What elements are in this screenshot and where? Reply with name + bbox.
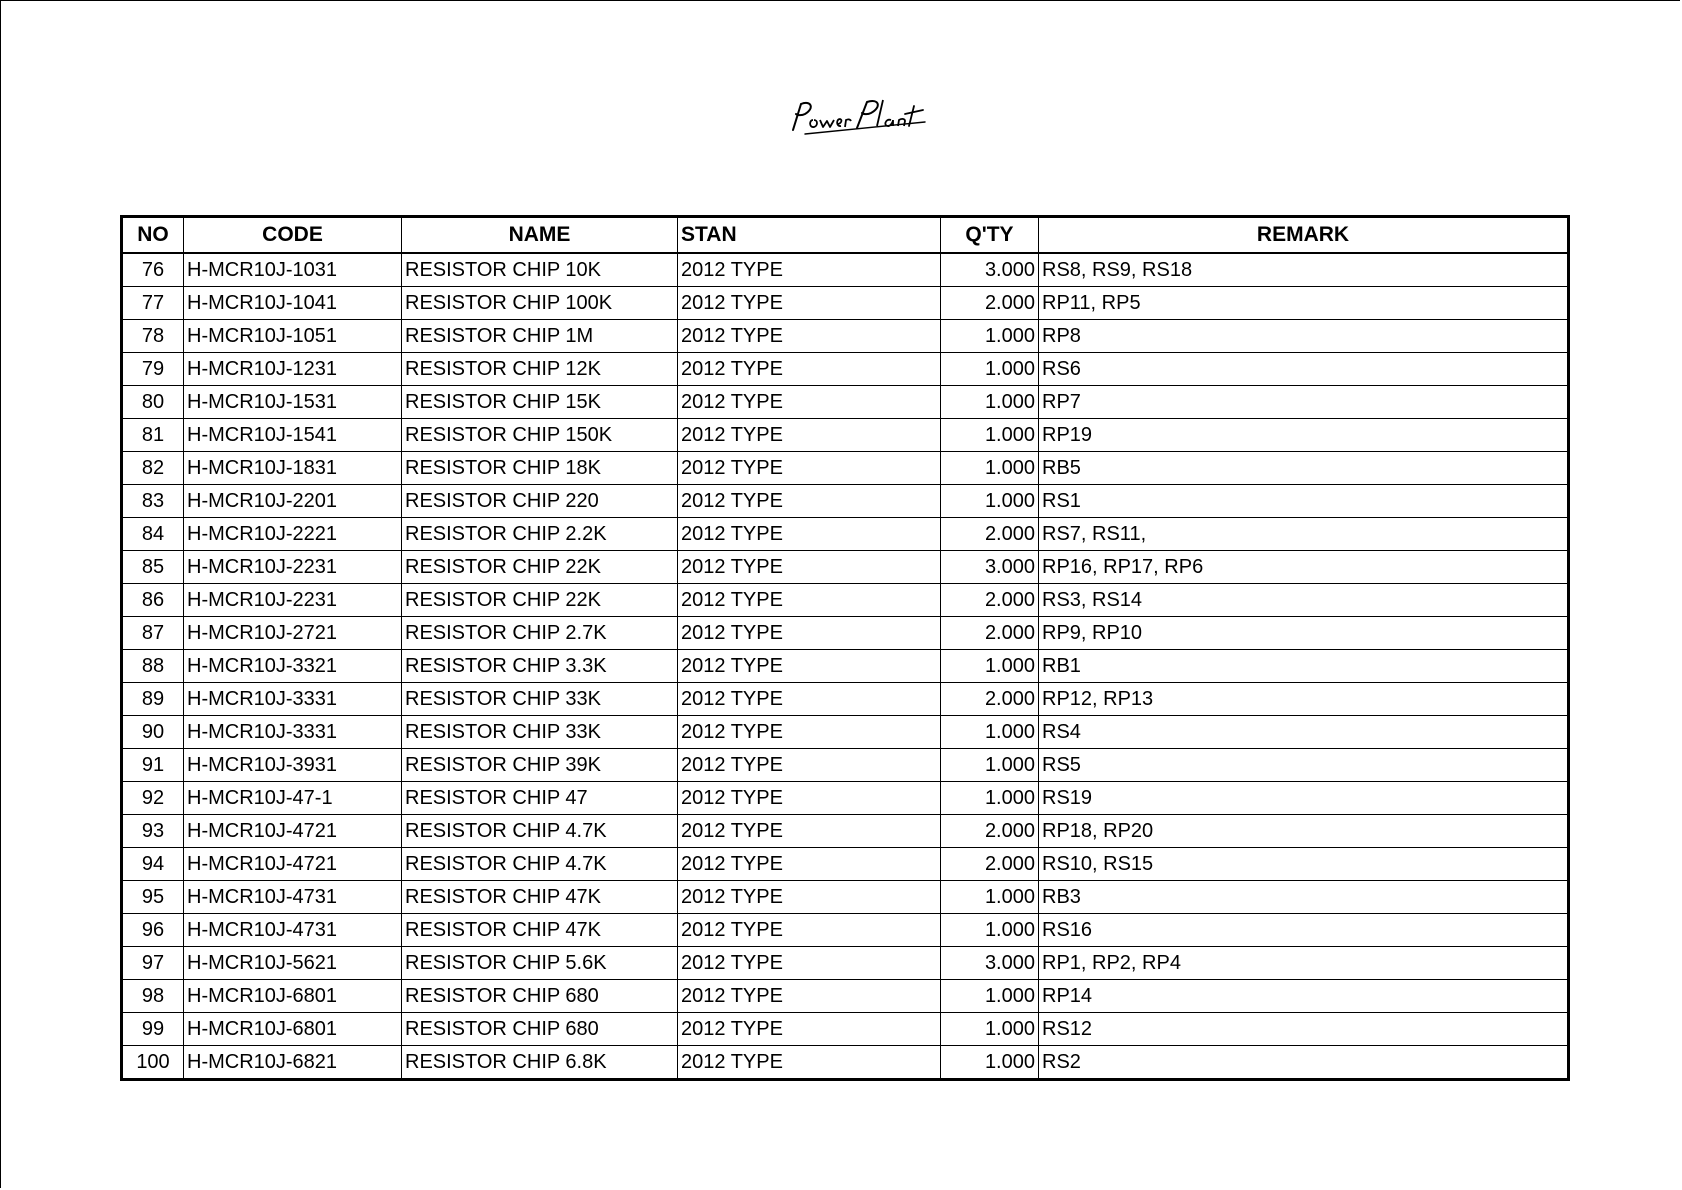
cell-name: RESISTOR CHIP 4.7K: [402, 848, 678, 881]
cell-remark: RP12, RP13: [1039, 683, 1569, 716]
table-row: [122, 1046, 1569, 1080]
cell-qty: 3.000: [941, 253, 1039, 287]
cell-name: RESISTOR CHIP 220: [402, 485, 678, 518]
cell-qty: 1.000: [941, 650, 1039, 683]
cell-name: RESISTOR CHIP 12K: [402, 353, 678, 386]
cell-no: 86: [122, 584, 184, 617]
cell-code: H-MCR10J-2231: [184, 584, 402, 617]
cell-stan: 2012 TYPE: [678, 947, 941, 980]
table-row: [122, 980, 1569, 1013]
cell-code: H-MCR10J-1231: [184, 353, 402, 386]
cell-name: RESISTOR CHIP 47K: [402, 914, 678, 947]
cell-no: 93: [122, 815, 184, 848]
cell-code: H-MCR10J-4731: [184, 914, 402, 947]
cell-stan: 2012 TYPE: [678, 386, 941, 419]
cell-qty: 1.000: [941, 353, 1039, 386]
cell-code: H-MCR10J-4721: [184, 848, 402, 881]
cell-stan: 2012 TYPE: [678, 551, 941, 584]
cell-no: 91: [122, 749, 184, 782]
table-row: [122, 914, 1569, 947]
cell-remark: RS4: [1039, 716, 1569, 749]
cell-qty: 2.000: [941, 287, 1039, 320]
cell-code: H-MCR10J-1051: [184, 320, 402, 353]
cell-name: RESISTOR CHIP 33K: [402, 716, 678, 749]
header-name: NAME: [402, 217, 678, 254]
table-row: [122, 452, 1569, 485]
cell-name: RESISTOR CHIP 150K: [402, 419, 678, 452]
table-row: [122, 584, 1569, 617]
powerplant-logo-script: [785, 90, 955, 140]
cell-name: RESISTOR CHIP 47K: [402, 881, 678, 914]
cell-remark: RS6: [1039, 353, 1569, 386]
cell-remark: RS1: [1039, 485, 1569, 518]
cell-code: H-MCR10J-2721: [184, 617, 402, 650]
cell-remark: RS3, RS14: [1039, 584, 1569, 617]
cell-qty: 1.000: [941, 419, 1039, 452]
cell-name: RESISTOR CHIP 2.2K: [402, 518, 678, 551]
cell-qty: 2.000: [941, 683, 1039, 716]
table-row: [122, 419, 1569, 452]
cell-no: 94: [122, 848, 184, 881]
table-row: [122, 320, 1569, 353]
cell-no: 83: [122, 485, 184, 518]
cell-stan: 2012 TYPE: [678, 452, 941, 485]
cell-stan: 2012 TYPE: [678, 485, 941, 518]
cell-qty: 1.000: [941, 1013, 1039, 1046]
cell-qty: 2.000: [941, 815, 1039, 848]
cell-code: H-MCR10J-1831: [184, 452, 402, 485]
cell-qty: 2.000: [941, 617, 1039, 650]
powerplant-logo: [785, 90, 955, 140]
header-remark: REMARK: [1039, 217, 1569, 254]
cell-stan: 2012 TYPE: [678, 815, 941, 848]
cell-stan: 2012 TYPE: [678, 881, 941, 914]
cell-name: RESISTOR CHIP 33K: [402, 683, 678, 716]
cell-no: 92: [122, 782, 184, 815]
cell-no: 78: [122, 320, 184, 353]
cell-code: H-MCR10J-47-1: [184, 782, 402, 815]
table-row: [122, 848, 1569, 881]
cell-qty: 1.000: [941, 914, 1039, 947]
cell-stan: 2012 TYPE: [678, 253, 941, 287]
table-row: [122, 353, 1569, 386]
cell-stan: 2012 TYPE: [678, 617, 941, 650]
parts-table: [120, 215, 1570, 1081]
cell-remark: RP11, RP5: [1039, 287, 1569, 320]
table-row: [122, 551, 1569, 584]
cell-remark: RS19: [1039, 782, 1569, 815]
table-row: [122, 1013, 1569, 1046]
cell-remark: RB5: [1039, 452, 1569, 485]
cell-stan: 2012 TYPE: [678, 650, 941, 683]
cell-code: H-MCR10J-3931: [184, 749, 402, 782]
cell-no: 100: [122, 1046, 184, 1080]
cell-code: H-MCR10J-3331: [184, 716, 402, 749]
table-header-row: [122, 217, 1569, 254]
cell-remark: RS16: [1039, 914, 1569, 947]
cell-name: RESISTOR CHIP 1M: [402, 320, 678, 353]
cell-name: RESISTOR CHIP 39K: [402, 749, 678, 782]
cell-code: H-MCR10J-2201: [184, 485, 402, 518]
cell-code: H-MCR10J-3321: [184, 650, 402, 683]
cell-no: 87: [122, 617, 184, 650]
cell-no: 81: [122, 419, 184, 452]
table-row: [122, 253, 1569, 287]
cell-no: 88: [122, 650, 184, 683]
cell-stan: 2012 TYPE: [678, 914, 941, 947]
cell-remark: RP9, RP10: [1039, 617, 1569, 650]
cell-qty: 1.000: [941, 320, 1039, 353]
cell-remark: RS8, RS9, RS18: [1039, 253, 1569, 287]
table-row: [122, 782, 1569, 815]
header-code: CODE: [184, 217, 402, 254]
cell-code: H-MCR10J-3331: [184, 683, 402, 716]
header-no: NO: [122, 217, 184, 254]
cell-no: 89: [122, 683, 184, 716]
cell-qty: 1.000: [941, 452, 1039, 485]
cell-qty: 3.000: [941, 947, 1039, 980]
cell-qty: 1.000: [941, 782, 1039, 815]
cell-qty: 2.000: [941, 584, 1039, 617]
cell-no: 96: [122, 914, 184, 947]
cell-no: 79: [122, 353, 184, 386]
cell-code: H-MCR10J-5621: [184, 947, 402, 980]
cell-name: RESISTOR CHIP 3.3K: [402, 650, 678, 683]
cell-no: 80: [122, 386, 184, 419]
cell-name: RESISTOR CHIP 100K: [402, 287, 678, 320]
cell-no: 99: [122, 1013, 184, 1046]
cell-stan: 2012 TYPE: [678, 848, 941, 881]
cell-name: RESISTOR CHIP 10K: [402, 253, 678, 287]
cell-stan: 2012 TYPE: [678, 518, 941, 551]
cell-qty: 1.000: [941, 980, 1039, 1013]
cell-code: H-MCR10J-1041: [184, 287, 402, 320]
header-qty: Q'TY: [941, 217, 1039, 254]
cell-code: H-MCR10J-1541: [184, 419, 402, 452]
table-row: [122, 947, 1569, 980]
cell-name: RESISTOR CHIP 5.6K: [402, 947, 678, 980]
cell-no: 84: [122, 518, 184, 551]
cell-no: 98: [122, 980, 184, 1013]
cell-remark: RB3: [1039, 881, 1569, 914]
cell-remark: RP19: [1039, 419, 1569, 452]
cell-remark: RS5: [1039, 749, 1569, 782]
cell-code: H-MCR10J-6821: [184, 1046, 402, 1080]
cell-name: RESISTOR CHIP 6.8K: [402, 1046, 678, 1080]
cell-qty: 2.000: [941, 848, 1039, 881]
cell-no: 77: [122, 287, 184, 320]
cell-stan: 2012 TYPE: [678, 419, 941, 452]
table-row: [122, 683, 1569, 716]
table-row: [122, 650, 1569, 683]
cell-remark: RP16, RP17, RP6: [1039, 551, 1569, 584]
cell-code: H-MCR10J-4731: [184, 881, 402, 914]
cell-stan: 2012 TYPE: [678, 1046, 941, 1080]
cell-stan: 2012 TYPE: [678, 683, 941, 716]
cell-code: H-MCR10J-1531: [184, 386, 402, 419]
cell-name: RESISTOR CHIP 22K: [402, 551, 678, 584]
cell-qty: 2.000: [941, 518, 1039, 551]
header-stan: STAN: [678, 217, 941, 254]
cell-remark: RS7, RS11,: [1039, 518, 1569, 551]
cell-name: RESISTOR CHIP 47: [402, 782, 678, 815]
cell-remark: RS12: [1039, 1013, 1569, 1046]
cell-qty: 1.000: [941, 485, 1039, 518]
cell-no: 95: [122, 881, 184, 914]
cell-stan: 2012 TYPE: [678, 287, 941, 320]
cell-name: RESISTOR CHIP 680: [402, 1013, 678, 1046]
cell-stan: 2012 TYPE: [678, 782, 941, 815]
cell-remark: RB1: [1039, 650, 1569, 683]
cell-qty: 1.000: [941, 881, 1039, 914]
cell-remark: RS10, RS15: [1039, 848, 1569, 881]
cell-stan: 2012 TYPE: [678, 353, 941, 386]
cell-stan: 2012 TYPE: [678, 584, 941, 617]
cell-name: RESISTOR CHIP 2.7K: [402, 617, 678, 650]
cell-no: 76: [122, 253, 184, 287]
cell-qty: 1.000: [941, 386, 1039, 419]
cell-code: H-MCR10J-2231: [184, 551, 402, 584]
cell-stan: 2012 TYPE: [678, 716, 941, 749]
cell-qty: 3.000: [941, 551, 1039, 584]
cell-name: RESISTOR CHIP 4.7K: [402, 815, 678, 848]
cell-qty: 1.000: [941, 716, 1039, 749]
table-row: [122, 815, 1569, 848]
cell-remark: RS2: [1039, 1046, 1569, 1080]
cell-remark: RP1, RP2, RP4: [1039, 947, 1569, 980]
cell-no: 97: [122, 947, 184, 980]
cell-remark: RP18, RP20: [1039, 815, 1569, 848]
cell-remark: RP14: [1039, 980, 1569, 1013]
cell-no: 90: [122, 716, 184, 749]
cell-name: RESISTOR CHIP 15K: [402, 386, 678, 419]
cell-qty: 1.000: [941, 1046, 1039, 1080]
cell-no: 82: [122, 452, 184, 485]
table-row: [122, 749, 1569, 782]
cell-name: RESISTOR CHIP 680: [402, 980, 678, 1013]
cell-stan: 2012 TYPE: [678, 749, 941, 782]
cell-code: H-MCR10J-1031: [184, 253, 402, 287]
table-row: [122, 386, 1569, 419]
cell-remark: RP7: [1039, 386, 1569, 419]
cell-stan: 2012 TYPE: [678, 320, 941, 353]
cell-name: RESISTOR CHIP 22K: [402, 584, 678, 617]
table-row: [122, 287, 1569, 320]
cell-remark: RP8: [1039, 320, 1569, 353]
table-row: [122, 617, 1569, 650]
cell-stan: 2012 TYPE: [678, 980, 941, 1013]
table-row: [122, 485, 1569, 518]
cell-code: H-MCR10J-6801: [184, 1013, 402, 1046]
cell-code: H-MCR10J-2221: [184, 518, 402, 551]
cell-no: 85: [122, 551, 184, 584]
table-row: [122, 881, 1569, 914]
cell-stan: 2012 TYPE: [678, 1013, 941, 1046]
cell-qty: 1.000: [941, 749, 1039, 782]
cell-code: H-MCR10J-4721: [184, 815, 402, 848]
table-row: [122, 518, 1569, 551]
cell-code: H-MCR10J-6801: [184, 980, 402, 1013]
table-row: [122, 716, 1569, 749]
cell-name: RESISTOR CHIP 18K: [402, 452, 678, 485]
